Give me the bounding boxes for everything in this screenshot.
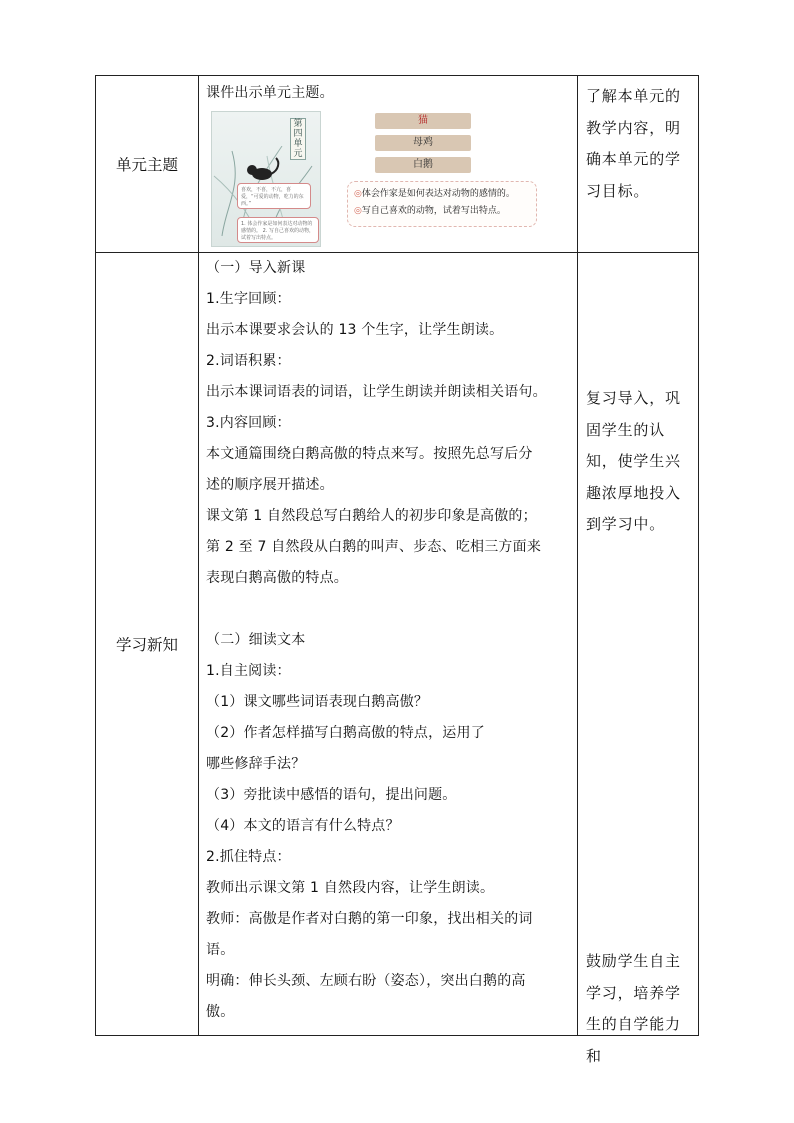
unit-note-box: 1. 体会作家是如何表达对动物的感情的。 2. 写自己喜欢的动物，试着写出特点。 (237, 217, 319, 243)
learn-new-note-cell (578, 253, 699, 1065)
text-line: 2.词语积累： (206, 353, 291, 369)
lesson-tag-cat: 猫 (375, 113, 471, 129)
text-line: 教师：高傲是作者对白鹅的第一印象，找出相关的词 (206, 911, 533, 927)
unit-scroll-title: 第四单元 (290, 118, 306, 160)
text-line: 述的顺序展开描述。 (206, 477, 334, 493)
lesson-tag-goose: 白鹅 (375, 157, 471, 173)
text-line: 1.自主阅读： (206, 663, 291, 679)
learn-new-row (96, 253, 699, 1036)
unit-theme-content (199, 76, 578, 253)
text-line: 本文通篇围绕白鹅高傲的特点来写。按照先总写后分 (206, 446, 533, 462)
self-study-note: 鼓励学生自主学习，培养学生的自学能力和 (586, 952, 681, 1065)
target-icon: ◎ (354, 189, 362, 199)
text-line: 表现白鹅高傲的特点。 (206, 570, 348, 586)
unit-theme-note-cell (578, 76, 699, 253)
text-line: （二）细读文本 (206, 632, 306, 648)
unit-theme-row (96, 76, 699, 253)
unit-theme-intro: 课件出示单元主题。 (206, 85, 334, 101)
unit-theme-label: 单元主题 (96, 76, 199, 253)
text-line: 明确：伸长头颈、左顾右盼（姿态），突出白鹅的高 (206, 973, 526, 989)
text-line: 1.生字回顾： (206, 291, 291, 307)
text-line: （4）本文的语言有什么特点？ (206, 818, 400, 834)
text-line (199, 594, 577, 625)
unit-goal-2: ◎写自己喜欢的动物，试着写出特点。 (354, 206, 506, 216)
unit-theme-note: 了解本单元的教学内容，明确本单元的学习目标。 (586, 87, 681, 200)
unit-goals-box (347, 181, 537, 227)
text-line: 傲。 (206, 1004, 235, 1020)
text-line: 哪些修辞手法？ (206, 756, 306, 772)
unit-theme-image (205, 109, 577, 249)
text-line: （3）旁批读中感悟的语句，提出问题。 (206, 787, 457, 803)
learn-new-content (199, 253, 578, 1036)
unit-goal-1: ◎体会作家是如何表达对动物的感情的。 (354, 189, 515, 199)
lesson-tag-hen: 母鸡 (375, 135, 471, 151)
text-line: 出示本课要求会认的 13 个生字，让学生朗读。 (206, 322, 504, 338)
text-line: 出示本课词语表的词语，让学生朗读并朗读相关语句。 (206, 384, 547, 400)
text-line: 第 2 至 7 自然段从白鹅的叫声、步态、吃相三方面来 (206, 539, 542, 555)
text-line: （2）作者怎样描写白鹅高傲的特点，运用了 (206, 725, 485, 741)
text-line: 语。 (206, 942, 235, 958)
lesson-plan-table (95, 75, 699, 1065)
unit-quote-box: 喜欢，不喜，不亢，喜爱，“可爱的动物，吃力的东西。” (237, 183, 311, 209)
text-line: 2.抓住特点： (206, 849, 291, 865)
target-icon: ◎ (354, 206, 362, 216)
text-line: 课文第 1 自然段总写白鹅给人的初步印象是高傲的； (206, 508, 537, 524)
text-line: 3.内容回顾： (206, 415, 291, 431)
text-line: 教师出示课文第 1 自然段内容，让学生朗读。 (206, 880, 495, 896)
review-note: 复习导入，巩固学生的认知，使学生兴趣浓厚地投入到学习中。 (586, 389, 681, 533)
learn-new-label: 学习新知 (96, 253, 199, 1036)
text-line: （一）导入新课 (206, 260, 306, 276)
text-line: （1）课文哪些词语表现白鹅高傲？ (206, 694, 429, 710)
